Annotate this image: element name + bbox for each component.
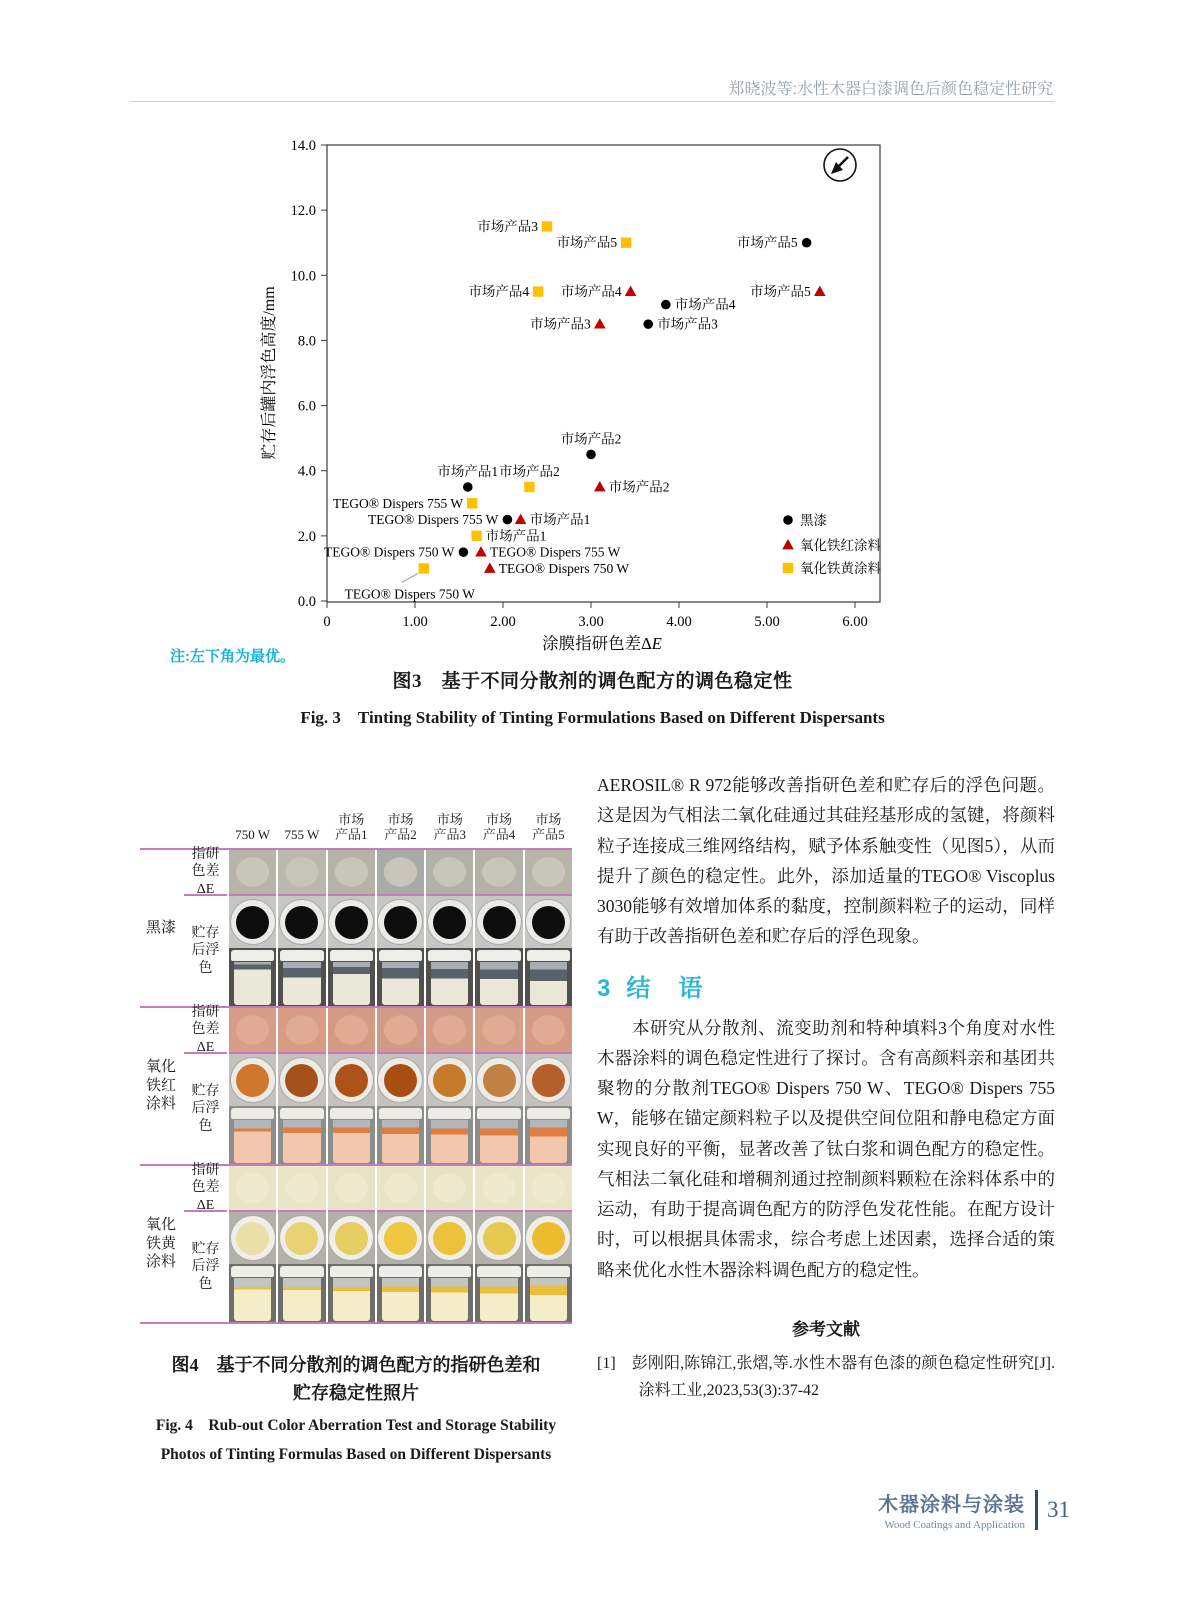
- label-line: 色: [198, 1118, 213, 1134]
- figure4-caption-cn-line1: 图4 基于不同分散剂的调色配方的指研色差和: [171, 1355, 541, 1375]
- point-label: 市场产品5: [750, 284, 811, 300]
- cup-side-view-photo: [377, 948, 424, 1006]
- point-label: 市场产品1: [529, 512, 591, 528]
- x-tick-label: 1.00: [402, 614, 428, 630]
- cup-body: [431, 962, 468, 1005]
- can-top-view-photo: [525, 1054, 572, 1106]
- point-label: 市场产品2: [560, 431, 622, 447]
- label-line: 色: [198, 960, 213, 976]
- can-top-view-photo: [328, 896, 375, 948]
- can-rim: [427, 899, 473, 945]
- rubout-patch-photo: [426, 850, 473, 896]
- legend-marker-triangle: [782, 539, 794, 549]
- rubout-patch-photo: [278, 1008, 325, 1054]
- cup-body: [333, 962, 370, 1005]
- point-label: 市场产品5: [556, 235, 618, 251]
- label-line: 色差: [191, 864, 220, 880]
- cup-side-view-photo: [475, 948, 522, 1006]
- can-top-view-photo: [525, 1212, 572, 1264]
- can-rim: [230, 1215, 276, 1261]
- paint-surface: [335, 1222, 368, 1255]
- point-label: 市场产品1: [485, 528, 547, 544]
- rubout-patch-photo: [377, 1008, 424, 1054]
- label-line: 后浮: [191, 1259, 220, 1275]
- cup-lid: [280, 1108, 323, 1119]
- cup-body: [480, 962, 517, 1005]
- label-line: 氧化: [145, 1216, 176, 1233]
- storage-row-label: [184, 1212, 227, 1322]
- point-label: TEGO® Dispers 755 W: [368, 512, 499, 528]
- can-top-view-photo: [426, 896, 473, 948]
- can-rim: [328, 899, 374, 945]
- paint-surface: [285, 1064, 318, 1097]
- fig4-sample-group: [140, 1164, 572, 1324]
- fig4-column-header: [525, 813, 572, 848]
- cup-side-view-photo: [328, 1106, 375, 1164]
- legend-marker-circle: [783, 515, 793, 525]
- can-top-view-photo: [426, 1054, 473, 1106]
- x-tick-label: 4.00: [666, 614, 692, 630]
- label-line: 后浮: [191, 943, 220, 959]
- figure3-caption-en: Fig. 3 Tinting Stability of Tinting Formulations Based on Different Dispersants: [300, 708, 885, 727]
- cup-lid: [280, 950, 323, 961]
- data-point-square: [467, 498, 477, 508]
- label-line: 指研: [191, 846, 220, 862]
- x-tick-label: 0: [323, 614, 331, 630]
- cup-body: [283, 1120, 320, 1163]
- paint-surface: [532, 1064, 565, 1097]
- can-top-view-photo: [229, 1212, 276, 1264]
- cup-body: [530, 1278, 567, 1321]
- journal-name-block: [878, 1488, 1025, 1531]
- x-tick-label: 2.00: [490, 614, 516, 630]
- point-label: 市场产品5: [736, 235, 798, 251]
- cup-body: [283, 1278, 320, 1321]
- cup-lid: [231, 1266, 274, 1277]
- can-rim: [279, 1215, 325, 1261]
- label-line: 贮存: [191, 1241, 220, 1257]
- group-label: [140, 1166, 182, 1322]
- paint-surface: [335, 906, 368, 939]
- label-line: 色差: [191, 1180, 220, 1196]
- y-tick-label: 8.0: [297, 333, 316, 350]
- cup-lid: [477, 950, 520, 961]
- rubout-patch-photo: [229, 850, 276, 896]
- label-line: 色: [198, 1276, 213, 1292]
- rubout-patch-photo: [278, 850, 325, 896]
- page-footer: [770, 1488, 1070, 1531]
- right-column: [597, 770, 1055, 1404]
- paint-surface: [483, 1064, 516, 1097]
- can-top-view-photo: [377, 1054, 424, 1106]
- label-line: 750 W: [235, 827, 271, 843]
- point-label: TEGO® Dispers 755 W: [490, 544, 621, 560]
- rubout-patch-photo: [278, 1166, 325, 1212]
- label-line: 产品2: [384, 827, 417, 843]
- label-line: 铁红: [145, 1077, 176, 1094]
- rubout-patch-photo: [229, 1166, 276, 1212]
- group-label: [140, 1008, 182, 1164]
- cup-side-view-photo: [278, 1264, 325, 1322]
- point-label: 市场产品4: [468, 284, 530, 300]
- rubout-patch-photo: [426, 1166, 473, 1212]
- cup-side-view-photo: [475, 1264, 522, 1322]
- point-label: TEGO® Dispers 750 W: [498, 560, 630, 576]
- section-heading: [597, 968, 1055, 1003]
- cup-body: [283, 962, 320, 1005]
- y-tick-label: 2.0: [297, 528, 316, 545]
- cup-lid: [428, 950, 471, 961]
- data-point-triangle: [484, 562, 496, 572]
- paint-surface: [433, 1064, 466, 1097]
- can-rim: [476, 899, 522, 945]
- label-line: ΔE: [196, 1039, 215, 1055]
- data-point-square: [419, 563, 429, 573]
- data-point-circle: [459, 547, 469, 557]
- y-tick-label: 6.0: [297, 398, 316, 415]
- paint-surface: [236, 1064, 269, 1097]
- data-point-circle: [643, 319, 653, 329]
- can-top-view-photo: [475, 1054, 522, 1106]
- cup-body: [480, 1278, 517, 1321]
- point-label: 市场产品4: [674, 297, 736, 313]
- label-line: 贮存: [191, 1083, 220, 1099]
- header-rule: [130, 101, 1055, 102]
- y-tick-label: 10.0: [290, 268, 316, 285]
- cup-side-view-photo: [525, 1264, 572, 1322]
- footer-divider-bar: [1035, 1490, 1038, 1530]
- point-label: TEGO® Dispers 755 W: [332, 495, 464, 511]
- cup-body: [530, 962, 567, 1005]
- data-point-triangle: [515, 514, 527, 524]
- point-label: 市场产品2: [499, 464, 560, 480]
- data-point-square: [524, 482, 534, 492]
- cup-body: [530, 1120, 567, 1163]
- data-point-triangle: [594, 481, 606, 491]
- point-label: TEGO® Dispers 750 W: [344, 586, 475, 602]
- plot-frame: [327, 145, 880, 602]
- rubout-patch-photo: [328, 1166, 375, 1212]
- data-point-circle: [503, 515, 513, 525]
- cup-body: [333, 1120, 370, 1163]
- figure4-caption-en-line1: Fig. 4 Rub-out Color Aberration Test and Storage Stability: [155, 1416, 557, 1434]
- cup-side-view-photo: [229, 948, 276, 1006]
- fig4-column-header: [278, 828, 325, 848]
- can-rim: [427, 1057, 473, 1103]
- cup-lid: [379, 1108, 422, 1119]
- can-rim: [377, 1215, 423, 1261]
- can-top-view-photo: [328, 1212, 375, 1264]
- can-rim: [525, 899, 571, 945]
- rubout-patch-photo: [475, 1166, 522, 1212]
- data-point-triangle: [594, 318, 606, 328]
- leader-line: [402, 573, 418, 582]
- chart-note: 注:左下角为最优。: [170, 649, 295, 665]
- journal-name-cn: 木器涂料与涂装: [878, 1494, 1025, 1516]
- legend-label: 黑漆: [800, 513, 827, 528]
- label-line: 755 W: [284, 827, 320, 843]
- cup-lid: [330, 1266, 373, 1277]
- y-tick-label: 4.0: [297, 463, 316, 480]
- label-line: 市场: [436, 812, 463, 828]
- cup-lid: [527, 950, 570, 961]
- cup-side-view-photo: [229, 1106, 276, 1164]
- can-top-view-photo: [475, 1212, 522, 1264]
- can-rim: [476, 1215, 522, 1261]
- rubout-row-label: [184, 1162, 227, 1213]
- figure4-photo-grid: [140, 788, 572, 1324]
- cup-side-view-photo: [525, 1106, 572, 1164]
- paint-surface: [384, 906, 417, 939]
- figure3-caption-cn: 图3 基于不同分散剂的调色配方的调色稳定性: [392, 671, 793, 692]
- figure3-chart: [250, 128, 910, 663]
- fig4-column-header: [229, 828, 276, 848]
- cup-side-view-photo: [278, 1106, 325, 1164]
- rubout-patch-photo: [328, 850, 375, 896]
- data-point-circle: [802, 238, 812, 248]
- y-axis-title: 贮存后罐内浮色高度/mm: [261, 286, 278, 460]
- label-line: 市场: [535, 812, 562, 828]
- paint-surface: [433, 1222, 466, 1255]
- paint-surface: [236, 1222, 269, 1255]
- page-number: 31: [1047, 1496, 1070, 1522]
- cup-body: [382, 962, 419, 1005]
- cup-lid: [527, 1266, 570, 1277]
- cup-lid: [428, 1266, 471, 1277]
- paragraph-conclusion: 本研究从分散剂、流变助剂和特种填料3个角度对水性木器涂料的调色稳定性进行了探讨。含有高颜料亲和基团共聚物的分散剂TEGO® Dispers 750 W、TEGO® Dispers 755 W，能够在锚定颜料粒子以及提供空间位阻和静电稳定方面实现良好的平衡，显著改善了钛白浆和调色配方的稳定性。气相法二氧化硅和增稠剂通过控制颜料颗粒在涂料体系中的运动，有助于提高调色配方的防浮色发花性能。在配方设计时，可以根据具体需求，综合考虑上述因素，选择合适的策略来优化水性木器涂料调色配方的稳定性。: [597, 1017, 1055, 1280]
- cup-side-view-photo: [426, 1264, 473, 1322]
- cup-side-view-photo: [426, 948, 473, 1006]
- can-rim: [377, 1057, 423, 1103]
- can-top-view-photo: [475, 896, 522, 948]
- cup-side-view-photo: [426, 1106, 473, 1164]
- cup-side-view-photo: [377, 1264, 424, 1322]
- figure4-caption: [130, 1352, 582, 1466]
- journal-name-en: Wood Coatings and Application: [884, 1519, 1025, 1531]
- x-tick-label: 6.00: [842, 614, 868, 630]
- point-label: 市场产品3: [530, 316, 591, 332]
- paint-surface: [384, 1064, 417, 1097]
- figure4-caption-en-line2: Photos of Tinting Formulas Based on Different Dispersants: [160, 1446, 552, 1464]
- paint-surface: [285, 1222, 318, 1255]
- cup-side-view-photo: [278, 948, 325, 1006]
- can-rim: [279, 1057, 325, 1103]
- can-top-view-photo: [328, 1054, 375, 1106]
- cup-lid: [330, 950, 373, 961]
- x-axis-title: 涂膜指研色差ΔE: [542, 634, 662, 653]
- cup-body: [382, 1278, 419, 1321]
- fig4-column-header: [328, 813, 375, 848]
- rubout-patch-photo: [525, 850, 572, 896]
- can-top-view-photo: [377, 896, 424, 948]
- data-point-triangle: [625, 286, 637, 296]
- cup-side-view-photo: [377, 1106, 424, 1164]
- point-label: 市场产品3: [477, 218, 538, 234]
- cup-body: [431, 1120, 468, 1163]
- label-line: 产品4: [482, 827, 516, 843]
- rubout-patch-photo: [525, 1008, 572, 1054]
- cup-lid: [231, 1108, 274, 1119]
- group-label: [140, 850, 182, 1006]
- label-line: 涂料: [145, 1096, 176, 1113]
- can-top-view-photo: [525, 896, 572, 948]
- can-top-view-photo: [278, 1212, 325, 1264]
- fig4-header-row: [140, 788, 572, 848]
- data-point-square: [471, 531, 481, 541]
- point-label: TEGO® Dispers 750 W: [324, 544, 455, 560]
- label-line: 市场: [387, 812, 414, 828]
- rubout-patch-photo: [525, 1166, 572, 1212]
- cup-body: [234, 962, 271, 1005]
- cup-lid: [379, 1266, 422, 1277]
- can-top-view-photo: [278, 1054, 325, 1106]
- label-line: 指研: [191, 1162, 220, 1178]
- data-point-square: [533, 286, 543, 296]
- cup-body: [480, 1120, 517, 1163]
- paint-surface: [532, 1222, 565, 1255]
- label-line: 产品3: [433, 827, 467, 843]
- storage-row-label: [184, 1054, 227, 1164]
- cup-lid: [428, 1108, 471, 1119]
- cup-body: [234, 1120, 271, 1163]
- can-rim: [377, 899, 423, 945]
- data-point-circle: [586, 450, 596, 460]
- label-line: 色差: [191, 1022, 220, 1038]
- label-line: 贮存: [191, 925, 220, 941]
- label-line: 市场: [338, 812, 365, 828]
- cup-body: [431, 1278, 468, 1321]
- label-line: 指研: [191, 1004, 220, 1020]
- can-top-view-photo: [229, 1054, 276, 1106]
- can-rim: [427, 1215, 473, 1261]
- section-number: 3: [597, 974, 613, 1002]
- rubout-row-label: [184, 1004, 227, 1055]
- paint-surface: [433, 906, 466, 939]
- paint-surface: [285, 906, 318, 939]
- rubout-patch-photo: [377, 850, 424, 896]
- label-line: 涂料: [145, 1254, 176, 1271]
- reference-item: [1] 彭刚阳,陈锦江,张熠,等.水性木器有色漆的颜色稳定性研究[J].涂料工业,2023,53(3):37-42: [597, 1354, 1055, 1400]
- label-line: 市场: [486, 812, 513, 828]
- paragraph-aerosil: AEROSIL® R 972能够改善指研色差和贮存后的浮色问题。这是因为气相法二氧化硅通过其硅羟基形成的氢键，将颜料粒子连接成三维网络结构，赋予体系触变性（见图5），从而提升了颜色的稳定性。此外，添加适量的TEGO® Viscoplus 3030能够有效增加体系的黏度，控制颜料粒子的运动，同样有助于改善指研色差和贮存后的浮色现象。: [597, 775, 1055, 947]
- cup-side-view-photo: [328, 948, 375, 1006]
- rubout-patch-photo: [377, 1166, 424, 1212]
- cup-lid: [477, 1266, 520, 1277]
- can-top-view-photo: [426, 1212, 473, 1264]
- can-rim: [230, 899, 276, 945]
- point-label: 市场产品3: [657, 316, 718, 332]
- data-point-circle: [463, 482, 473, 492]
- label-line: ΔE: [196, 881, 215, 897]
- data-point-square: [621, 238, 631, 248]
- y-tick-label: 14.0: [290, 138, 316, 155]
- x-tick-label: 3.00: [578, 614, 604, 630]
- data-point-triangle: [814, 286, 826, 296]
- references-heading: 参考文献: [792, 1319, 860, 1339]
- rubout-row-label: [184, 846, 227, 897]
- paint-surface: [384, 1222, 417, 1255]
- cup-lid: [280, 1266, 323, 1277]
- storage-row-label: [184, 896, 227, 1006]
- can-rim: [328, 1057, 374, 1103]
- cup-side-view-photo: [475, 1106, 522, 1164]
- running-head: 郑晓波等:水性木器白漆调色后颜色稳定性研究: [728, 81, 1053, 98]
- fig4-sample-group: [140, 1006, 572, 1164]
- fig4-sample-group: [140, 848, 572, 1006]
- point-label: 市场产品1: [437, 464, 499, 480]
- fig4-column-header: [426, 813, 473, 848]
- cup-lid: [527, 1108, 570, 1119]
- rubout-patch-photo: [328, 1008, 375, 1054]
- point-label: 市场产品4: [560, 284, 622, 300]
- label-line: 产品1: [334, 827, 368, 843]
- data-point-square: [542, 221, 552, 231]
- legend-marker-square: [783, 563, 793, 573]
- can-rim: [525, 1215, 571, 1261]
- figure3-caption: [130, 666, 1055, 728]
- cup-side-view-photo: [328, 1264, 375, 1322]
- label-line: 铁黄: [145, 1235, 176, 1252]
- rubout-patch-photo: [229, 1008, 276, 1054]
- paint-surface: [483, 906, 516, 939]
- label-line: 黑漆: [145, 919, 176, 936]
- data-point-circle: [661, 300, 671, 310]
- can-rim: [525, 1057, 571, 1103]
- paint-surface: [483, 1222, 516, 1255]
- can-rim: [328, 1215, 374, 1261]
- y-tick-label: 12.0: [290, 203, 316, 220]
- cup-lid: [477, 1108, 520, 1119]
- cup-body: [333, 1278, 370, 1321]
- label-line: 氧化: [145, 1058, 176, 1075]
- point-label: 市场产品2: [608, 479, 670, 495]
- can-rim: [476, 1057, 522, 1103]
- can-rim: [279, 899, 325, 945]
- rubout-patch-photo: [475, 1008, 522, 1054]
- cup-lid: [379, 950, 422, 961]
- cup-lid: [231, 950, 274, 961]
- can-rim: [230, 1057, 276, 1103]
- legend-label: 氧化铁红涂料: [800, 538, 881, 553]
- x-tick-label: 5.00: [754, 614, 780, 630]
- cup-body: [382, 1120, 419, 1163]
- cup-body: [234, 1278, 271, 1321]
- can-top-view-photo: [278, 896, 325, 948]
- fig4-column-header: [475, 813, 522, 848]
- data-point-triangle: [475, 546, 487, 556]
- cup-side-view-photo: [229, 1264, 276, 1322]
- y-tick-label: 0.0: [297, 594, 316, 610]
- cup-side-view-photo: [525, 948, 572, 1006]
- rubout-patch-photo: [475, 850, 522, 896]
- label-line: 产品5: [532, 827, 565, 843]
- paint-surface: [532, 906, 565, 939]
- fig4-column-header: [377, 813, 424, 848]
- label-line: 后浮: [191, 1101, 220, 1117]
- rubout-patch-photo: [426, 1008, 473, 1054]
- paint-surface: [335, 1064, 368, 1097]
- paint-surface: [236, 906, 269, 939]
- can-top-view-photo: [377, 1212, 424, 1264]
- label-line: ΔE: [196, 1197, 215, 1213]
- scatter-chart: [250, 128, 910, 663]
- can-top-view-photo: [229, 896, 276, 948]
- cup-lid: [330, 1108, 373, 1119]
- section-title: 结 语: [626, 974, 705, 1002]
- figure4-caption-cn-line2: 贮存稳定性照片: [293, 1382, 419, 1403]
- legend-label: 氧化铁黄涂料: [800, 561, 881, 576]
